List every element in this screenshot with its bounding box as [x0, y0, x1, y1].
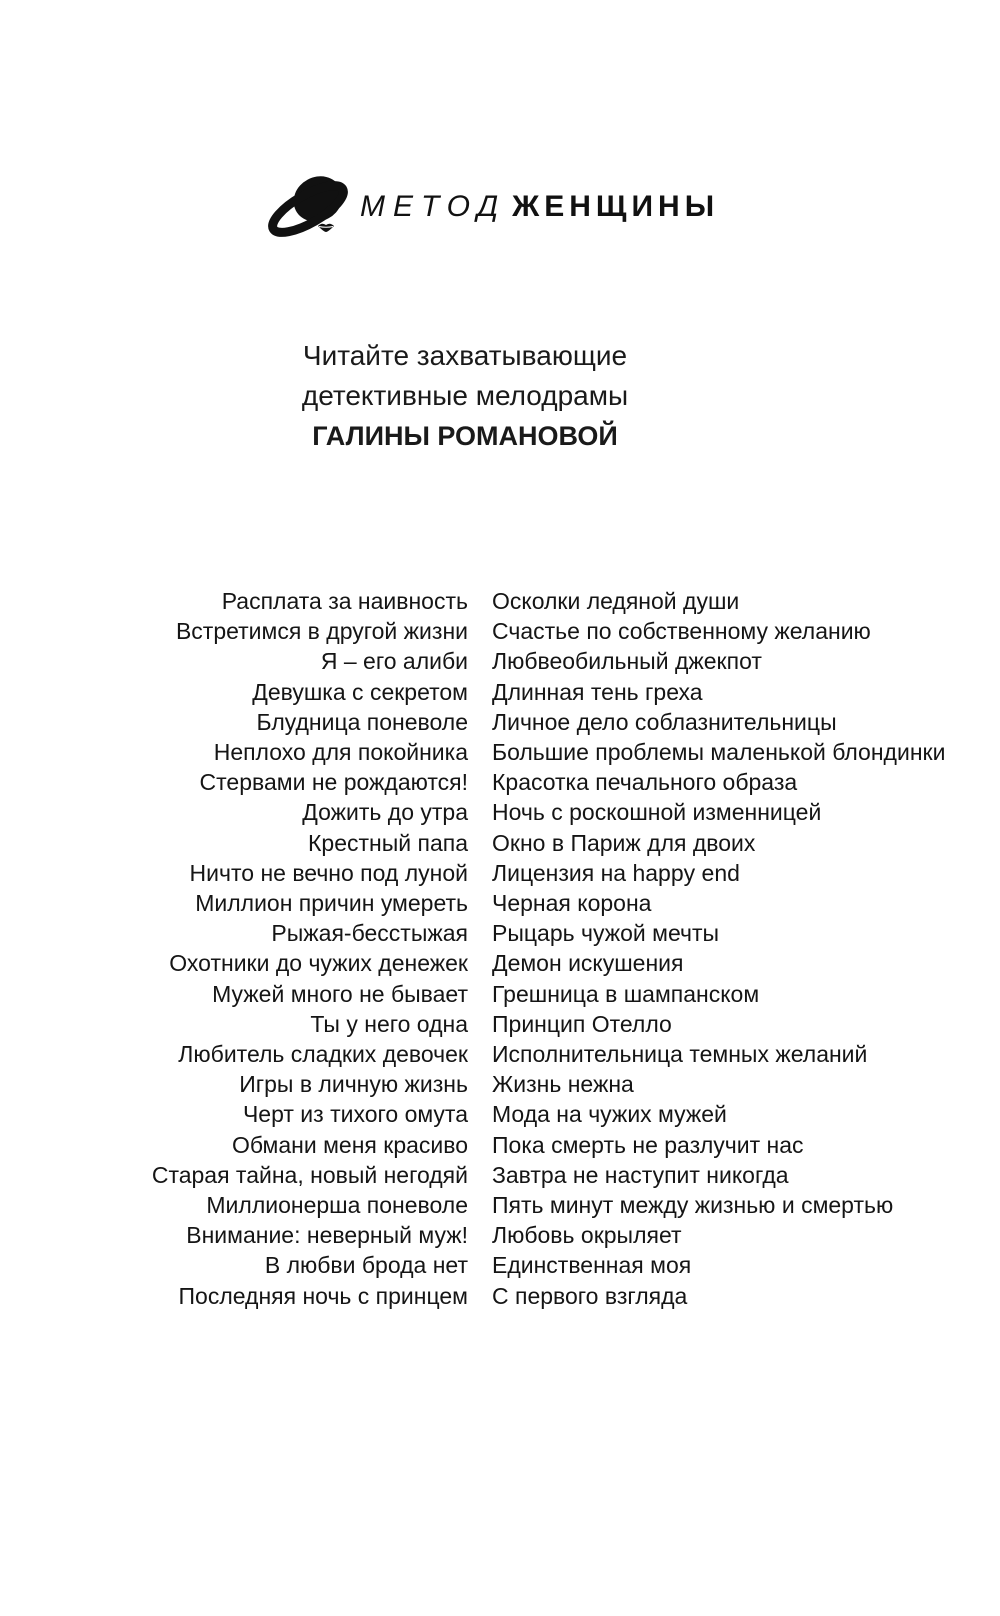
book-title: Единственная моя — [492, 1252, 692, 1279]
book-title: Черная корона — [492, 890, 652, 917]
book-title: Обмани меня красиво — [232, 1131, 468, 1158]
book-title: В любви брода нет — [264, 1252, 468, 1279]
intro-line-1: Читайте захватывающие — [302, 340, 628, 371]
book-title: Я – его алиби — [320, 648, 468, 675]
book-title: Осколки ледяной души — [492, 588, 740, 614]
series-name — [360, 185, 719, 225]
book-title: Миллионерша поневоле — [206, 1192, 468, 1219]
series-name-part2: ЖЕНЩИНЫ — [512, 190, 720, 223]
book-title: Внимание: неверный муж! — [186, 1222, 468, 1249]
book-title: Старая тайна, новый негодяй — [151, 1161, 468, 1188]
book-title: Черт из тихого омута — [242, 1101, 468, 1128]
book-title: Мода на чужих мужей — [492, 1101, 727, 1128]
book-title: Охотники до чужих денежек — [169, 950, 468, 977]
book-title: Игры в личную жизнь — [239, 1071, 468, 1098]
book-title: Крестный папа — [308, 829, 468, 856]
book-title: Завтра не наступит никогда — [492, 1161, 789, 1188]
book-title: Девушка с секретом — [252, 678, 468, 705]
book-title: Принцип Отелло — [492, 1010, 672, 1037]
book-title: Ты у него одна — [310, 1010, 468, 1037]
series-logo — [268, 170, 719, 240]
book-title: Ночь с роскошной изменницей — [492, 799, 822, 826]
book-title: Личное дело соблазнительницы — [492, 708, 837, 735]
book-title: С первого взгляда — [492, 1282, 688, 1309]
book-title: Последняя ночь с принцем — [178, 1282, 468, 1309]
book-title: Миллион причин умереть — [195, 890, 468, 917]
book-title: Ничто не вечно под луной — [189, 859, 468, 886]
book-title: Жизнь нежна — [492, 1071, 634, 1098]
book-title: Блудница поневоле — [256, 708, 468, 735]
intro-block — [0, 336, 930, 456]
book-title: Большие проблемы маленькой блондинки — [492, 739, 946, 766]
book-list-right — [492, 586, 945, 1311]
book-title: Неплохо для покойника — [213, 739, 468, 766]
book-title: Окно в Париж для двоих — [492, 829, 756, 856]
book-title: Пять минут между жизнью и смертью — [492, 1192, 894, 1219]
book-title: Длинная тень греха — [492, 678, 703, 705]
hat-and-lips-logo-icon — [268, 169, 352, 241]
book-title: Мужей много не бывает — [212, 980, 468, 1007]
book-title: Рыжая-бесстыжая — [271, 920, 468, 947]
book-title: Любитель сладких девочек — [178, 1041, 468, 1068]
book-title: Любовь окрыляет — [492, 1222, 682, 1249]
book-list-left — [152, 586, 468, 1311]
book-title: Лицензия на happy end — [492, 859, 740, 886]
author-name: ГАЛИНЫ РОМАНОВОЙ — [312, 421, 618, 451]
intro-line-2: детективные мелодрамы — [301, 380, 629, 411]
book-title: Красотка печального образа — [492, 769, 798, 796]
book-title: Рыцарь чужой мечты — [492, 920, 720, 947]
book-title: Стервами не рождаются! — [199, 769, 468, 796]
book-title: Расплата за наивность — [221, 588, 468, 614]
book-title: Пока смерть не разлучит нас — [492, 1131, 804, 1158]
book-title: Дожить до утра — [302, 799, 468, 826]
book-title: Любвеобильный джекпот — [492, 648, 762, 675]
book-title: Встретимся в другой жизни — [175, 618, 468, 645]
book-title: Счастье по собственному желанию — [492, 618, 871, 645]
book-title: Демон искушения — [492, 950, 684, 977]
series-name-part1: МЕТОД — [360, 190, 507, 223]
book-title: Исполнительница темных желаний — [492, 1041, 868, 1068]
book-title: Грешница в шампанском — [492, 980, 760, 1007]
